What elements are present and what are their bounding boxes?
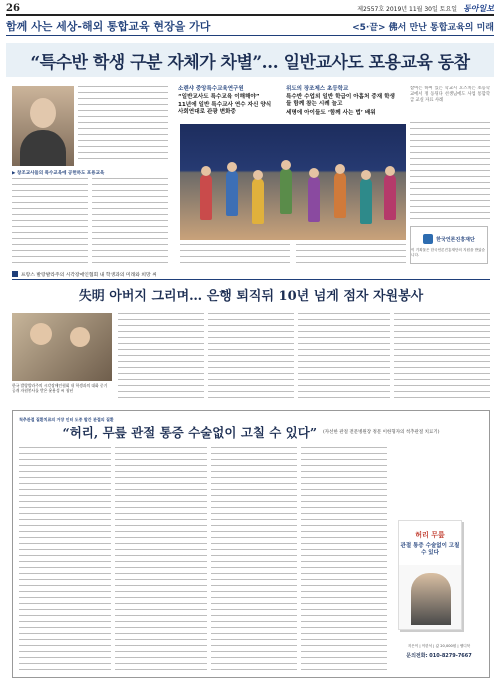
sponsor-name: 한국언론진흥재단 xyxy=(436,236,475,243)
subhead-detail: 11년에 일반 특수교사 연수 자신 양식 사회연대로 관광 변화중 xyxy=(178,102,272,115)
article2-col1 xyxy=(118,313,204,399)
photo-person xyxy=(384,174,396,220)
ad-phone[interactable]: 문의전화: 010-8279-7667 xyxy=(406,653,472,659)
article-body-col2 xyxy=(92,178,168,266)
page-number: 26 xyxy=(6,2,20,14)
ad-title-note: (자선한 관절 전문병원장 정문 이한형자의 척추관절 치료기) xyxy=(323,430,440,435)
article-body-col1 xyxy=(12,178,88,266)
book-cover-top xyxy=(399,521,461,565)
main-headline: “특수반 학생 구분 자체가 차별”… 일반교사도 포용교육 동참 xyxy=(6,43,494,77)
article-intro-text xyxy=(78,86,168,164)
section-caption xyxy=(12,270,288,278)
subhead-institute: 소렌샤 중앙특수교육연구원 xyxy=(178,86,244,92)
ad-publisher: 지은이 | 이한석 | 값 20,000원 | 엠디북 xyxy=(407,644,471,648)
series-title: <5·끝> 佛서 만난 통합교육의 미래 xyxy=(352,22,494,33)
subhead-learning: 세명에 아이들도 ‘함께 사는 법’ 배워 xyxy=(286,110,376,116)
photo-person xyxy=(200,174,212,220)
section-title: 함께 사는 세상-해외 통합교육 현장을 가다 xyxy=(6,20,211,33)
article-body-col5 xyxy=(410,122,490,222)
caption-marker-icon xyxy=(12,271,18,277)
top-rule xyxy=(6,14,494,16)
photo-person xyxy=(252,178,264,224)
second-headline: 失明 아버지 그리며… 은행 퇴직뒤 10년 넘게 점자 자원봉사 xyxy=(78,288,424,304)
photo-person xyxy=(334,172,346,218)
article-body-col4 xyxy=(296,244,406,268)
article2-col4 xyxy=(394,313,490,399)
photo-face xyxy=(30,98,56,128)
ad-kicker: 척추관절 질환치료의 거장 인터 도중 발간 관절의 질환 xyxy=(19,417,114,422)
subhead-class: 특수반 수업외 일반 학급이 아홉처 중재 학생들 함께 참는 시례 늘고 xyxy=(286,94,395,107)
volunteer-caption: 한국 발랑발라주의 시각장애인협회 내 학생과의 대화 중기 공개 자원봉사를 받은 윤용성 씨 청년 xyxy=(12,383,108,393)
ad-body-col2 xyxy=(115,447,207,671)
date-line: 제2557호 2019년 11월 30일 토요일 xyxy=(357,5,458,13)
ad-title-row xyxy=(13,423,489,441)
photo-face xyxy=(30,323,52,345)
book-cover[interactable] xyxy=(398,520,462,630)
book-title-2: 관절 통증 수술없이 고칠 수 있다 xyxy=(400,542,460,556)
photo-person xyxy=(226,170,238,216)
author-photo xyxy=(12,86,74,166)
section-header xyxy=(6,17,494,35)
caption-text: 프랑스 발랑발라주의 시각장애인협회 내 학생과의 미래와 희망 씨 xyxy=(21,272,157,278)
ad-title: “허리, 무릎 관절 통증 수술없이 고칠 수 있다” xyxy=(62,425,318,440)
sponsor-logo xyxy=(414,232,484,246)
sponsor-box xyxy=(410,226,488,264)
ad-body-col4 xyxy=(301,447,387,671)
photo-credit-text: 참여는 하여 있는 학교시 요즈치는 초등학교에서 정 동뒤다 선생님에도 사업 통합학급 교실 자료 사례 xyxy=(410,86,490,103)
volunteer-photo xyxy=(12,313,112,381)
article2-col2 xyxy=(208,313,294,399)
book-title-1: 허리 무릎 xyxy=(415,530,445,539)
masthead xyxy=(6,2,494,14)
photo-body xyxy=(20,130,66,166)
column-marker: ▶ 창조교사들의 특수교육에 공헌하도 포용교육 xyxy=(12,171,105,176)
section-rule xyxy=(6,35,494,36)
ad-body-col1 xyxy=(19,447,111,671)
classroom-photo xyxy=(180,124,406,240)
photo-person xyxy=(308,176,320,222)
section-divider xyxy=(12,279,490,280)
photo-face xyxy=(70,327,90,347)
sponsor-caption: 이 기획물은 한국언론진흥재단의 지원을 받았습니다. xyxy=(411,248,485,257)
photo-person xyxy=(360,178,372,224)
subhead-school: 위도의 장조제스 초등학교 xyxy=(286,86,349,92)
article-body-col3 xyxy=(180,244,290,268)
photo-person xyxy=(280,168,292,214)
subhead-quote: “일반교사도 특수교육 이해해야” xyxy=(178,94,260,100)
author-portrait xyxy=(411,573,451,625)
newspaper-brand: 동아일보 xyxy=(463,2,494,13)
ad-body-col3 xyxy=(211,447,297,671)
foundation-logo-icon xyxy=(423,234,433,244)
article2-col3 xyxy=(298,313,390,399)
